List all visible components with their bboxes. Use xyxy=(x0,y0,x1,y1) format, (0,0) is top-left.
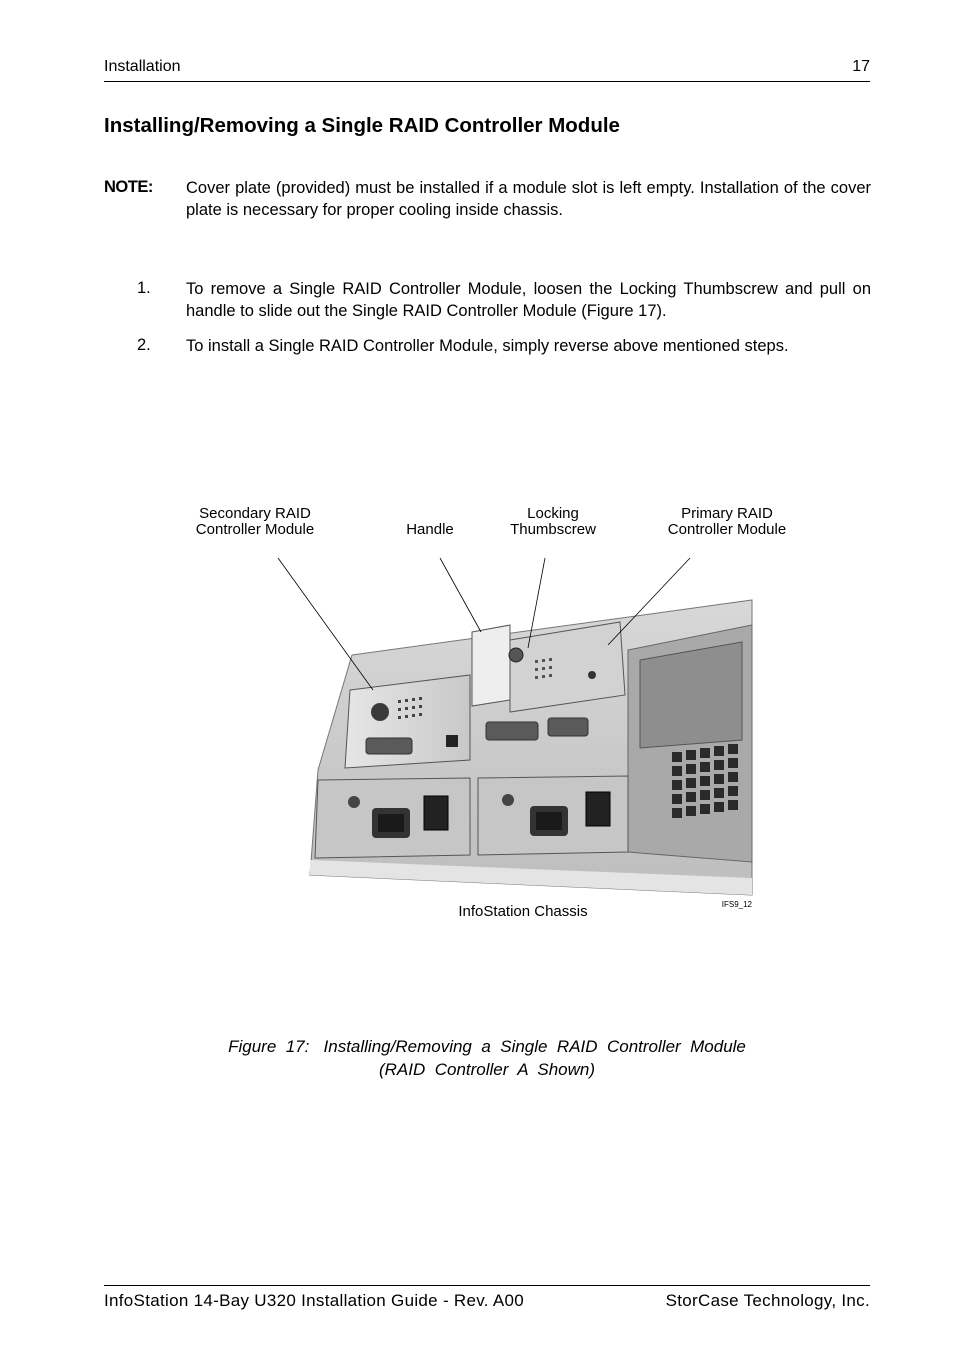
page-number: 17 xyxy=(852,58,870,75)
running-header-section: Installation xyxy=(104,58,181,75)
footer-company: StorCase Technology, Inc. xyxy=(665,1291,870,1310)
chassis-label: InfoStation Chassis xyxy=(458,903,588,920)
step-1-text: To remove a Single RAID Controller Module, loosen the Locking Thumbscrew and pull on handle to slide out the Single RAID Controller Module (Figure 17). xyxy=(186,280,871,320)
note-label: NOTE: xyxy=(104,178,153,196)
section-title: Installing/Removing a Single RAID Controller Module xyxy=(104,114,620,137)
step-2-number: 2. xyxy=(137,336,151,354)
figure-caption-line2: (RAID Controller A Shown) xyxy=(378,1060,596,1079)
step-1-number: 1. xyxy=(137,279,151,297)
callout-secondary-line2: Controller Module xyxy=(195,521,315,538)
callout-primary-line2: Controller Module xyxy=(667,521,787,538)
callout-secondary-line1: Secondary RAID xyxy=(199,505,311,522)
footer-document-title: InfoStation 14-Bay U320 Installation Guide - Rev. A00 xyxy=(104,1291,525,1310)
callout-thumbscrew-line2: Thumbscrew xyxy=(510,521,596,538)
step-2-text: To install a Single RAID Controller Module, simply reverse above mentioned steps. xyxy=(186,337,789,355)
image-code: IFS9_12 xyxy=(721,900,752,909)
footer-rule xyxy=(104,1285,870,1286)
callout-handle: Handle xyxy=(406,521,454,538)
figure-caption-line1: Figure 17: Installing/Removing a Single RAID Controller Module xyxy=(228,1037,746,1056)
figure-caption xyxy=(150,1035,824,1081)
note-text: Cover plate (provided) must be installed if a module slot is left empty. Installation of the cover plate is necessary for proper cooling inside chassis. xyxy=(186,179,871,219)
callout-primary-line1: Primary RAID xyxy=(681,505,773,522)
callout-thumbscrew-line1: Locking xyxy=(527,505,579,522)
